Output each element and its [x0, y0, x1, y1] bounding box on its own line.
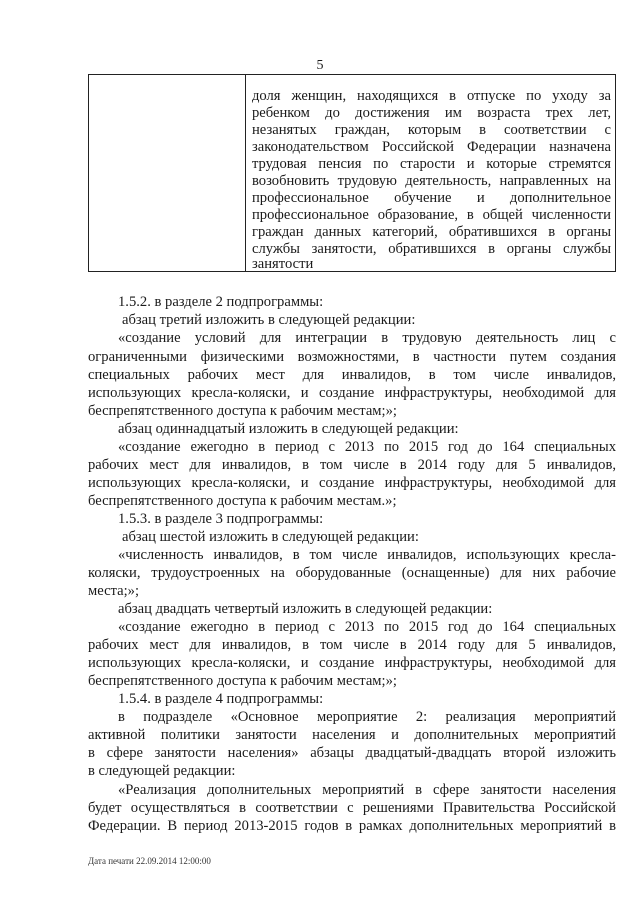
print-date-footer: Дата печати 22.09.2014 12:00:00	[88, 856, 211, 866]
paragraph-line: использующих кресла-коляски, и создание инфраструктуры, необходимой для	[88, 385, 616, 401]
paragraph-line: беспрепятственного доступа к рабочим местам;»;	[88, 403, 397, 419]
paragraph-line: в сфере занятости населения» абзацы двадцатый-двадцать второй изложить	[88, 745, 616, 761]
page-number: 5	[316, 58, 324, 73]
paragraph-line: Федерации. В период 2013-2015 годов в рамках дополнительных мероприятий в	[88, 818, 616, 834]
section-heading: 1.5.4. в разделе 4 подпрограммы:	[118, 691, 324, 707]
table-cell-line: ребенком до достижения им возраста трех лет,	[252, 105, 611, 121]
table-cell-line: доля женщин, находящихся в отпуске по уходу за	[252, 88, 611, 104]
table-cell-line: незанятых граждан, которым в соответствии с	[252, 122, 611, 138]
paragraph-line: абзац двадцать четвертый изложить в следующей редакции:	[118, 601, 493, 617]
section-heading: 1.5.3. в разделе 3 подпрограммы:	[118, 511, 324, 527]
paragraph-line: «создание условий для интеграции в трудовую деятельность лиц с	[118, 330, 616, 346]
paragraph-line: в подразделе «Основное мероприятие 2: реализация мероприятий	[118, 709, 616, 725]
paragraph-line: ограниченными физическими возможностями, в частности путем создания	[88, 349, 616, 365]
paragraph-line: места;»;	[88, 583, 139, 599]
paragraph-line: коляски, трудоустроенных на оборудованные (оснащенные) для них рабочие	[88, 565, 616, 581]
table-right-cell	[246, 75, 615, 271]
paragraph-line: беспрепятственного доступа к рабочим местам.»;	[88, 493, 397, 509]
table-cell-line: граждан данных категорий, обратившихся в органы	[252, 224, 611, 240]
table-cell-line: возобновить трудовую деятельность, направленных на	[252, 173, 611, 189]
paragraph-line: рабочих мест для инвалидов, в том числе в 2014 году для 5 инвалидов,	[88, 457, 616, 473]
paragraph-line: «создание ежегодно в период с 2013 по 2015 год до 164 специальных	[118, 439, 616, 455]
paragraph-line: активной политики занятости населения и дополнительных мероприятий	[88, 727, 616, 743]
table-cell-line: профессиональное образование, в общей численности	[252, 207, 611, 223]
paragraph-line: «создание ежегодно в период с 2013 по 2015 год до 164 специальных	[118, 619, 616, 635]
table-cell-line: законодательством Российской Федерации назначена	[252, 139, 611, 155]
paragraph-line: «численность инвалидов, в том числе инвалидов, использующих кресла-	[118, 547, 616, 563]
paragraph-line: использующих кресла-коляски, и создание инфраструктуры, необходимой для	[88, 655, 616, 671]
paragraph-line: абзац третий изложить в следующей редакции:	[122, 312, 416, 328]
paragraph-line: использующих кресла-коляски, и создание инфраструктуры, необходимой для	[88, 475, 616, 491]
paragraph-line: беспрепятственного доступа к рабочим местам;»;	[88, 673, 397, 689]
paragraph-line: абзац одиннадцатый изложить в следующей редакции:	[118, 421, 459, 437]
table-cell-line: занятости	[252, 256, 314, 272]
paragraph-line: «Реализация дополнительных мероприятий в сфере занятости населения	[118, 782, 616, 798]
section-heading: 1.5.2. в разделе 2 подпрограммы:	[118, 294, 324, 310]
paragraph-line: в следующей редакции:	[88, 763, 236, 779]
continuation-table	[88, 74, 616, 272]
table-cell-line: трудовая пенсия по старости и которые стремятся	[252, 156, 611, 172]
table-left-cell	[89, 75, 246, 271]
table-cell-line: профессиональное обучение и дополнительное	[252, 190, 611, 206]
paragraph-line: специальных рабочих мест для инвалидов, в том числе инвалидов,	[88, 367, 616, 383]
paragraph-line: будет осуществляться в соответствии с решениями Правительства Российской	[88, 800, 616, 816]
paragraph-line: рабочих мест для инвалидов, в том числе в 2014 году для 5 инвалидов,	[88, 637, 616, 653]
table-cell-line: службы занятости, обратившихся в органы службы	[252, 241, 611, 257]
paragraph-line: абзац шестой изложить в следующей редакции:	[122, 529, 419, 545]
